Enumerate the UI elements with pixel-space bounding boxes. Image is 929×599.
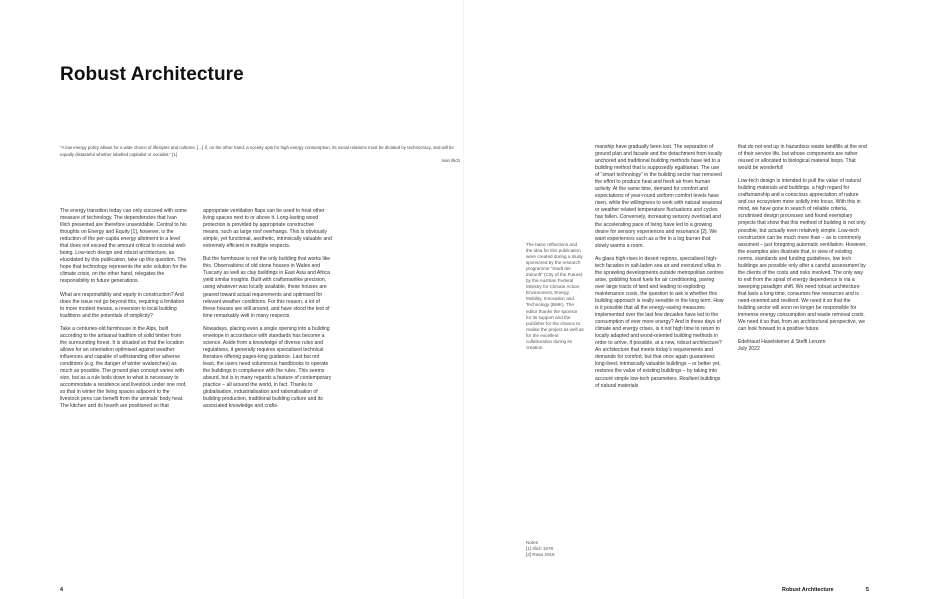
paragraph: appropriate ventilation flaps can be used to heat other living spaces next to or above it. Long-lasting wood protection is provided by appropriate constructive means, such as large roof overhangs. This is obviously simple, yet functional, aesthetic, intrinsically valuable and extremely efficient in multiple respects. — [203, 208, 332, 250]
paragraph: Nowadays, placing even a single opening into a building envelope in accordance with standards has become a science. Aside from a knowledge of diverse rules and regulations, it generally requires specialised technical literature offering pages-long guidance. Last but not least, the users need voluminous handbooks to operate the buildings in compliance with the rules. This seems absurd, but is in many regards a feature of contemporary practice – all around the world, in fact. Thanks to globalisation, industrialisation and rationalisation of building production, traditional building culture and its associated knowledge and crafts- — [203, 325, 332, 410]
quote-text: “A low energy policy allows for a wide choice of lifestyles and cultures. [...] If, on the other hand, a society opts for high energy consumption, its social relations must be dictated by technocracy, and will be equally distasteful whether labelled capitalist or socialist.” [1] — [60, 145, 454, 157]
signature-authors: Edeltraud Haselsteiner & Steffi Lenzen — [738, 339, 826, 346]
left-page — [0, 0, 464, 599]
page-number-left: 4 — [60, 587, 63, 593]
paragraph: Take a centuries-old farmhouse in the Alps, built according to the artisanal tradition of solid timber from the surrounding forest. It is situated so that the location allows for an orientation optimised against weather influences and capable of withstanding other adverse conditions (e.g. the danger of winter avalanches) as much as possible. The ground plan concept varies with size, but as a rule boils down to what is necessary to accommodate a residence and livestock under one roof, so that in winter the living spaces adjacent to the livestock pens can benefit from the animals’ body heat. The kitchen and its hearth are positioned so that — [60, 325, 187, 410]
page-number-right: 5 — [866, 587, 869, 593]
text-column-1 — [60, 208, 188, 416]
paragraph: that do not end up in hazardous waste landfills at the end of their service life, but whose components are rather reused or allocated to biological material loops. That would be wonderful! — [738, 144, 867, 172]
text-column-2 — [203, 208, 332, 416]
notes-heading: Notes — [526, 540, 539, 545]
page-title: Robust Architecture — [60, 64, 244, 85]
running-head: Robust Architecture — [782, 587, 834, 593]
note-item: [1] Illich 1978 — [526, 546, 554, 552]
paragraph: As glass high-rises in desert regions, specialised high-tech facades in salt-laden sea air and oversized villas in the sprawling developments outside metropolitan centres arise, gobbling fossil fuels for air conditioning, paving over large tracts of land and leading to exploding maintenance costs, the question to ask is whether this building approach is really sensible in the long term. How is it possible that all the energy-saving measures implemented over the last few decades have led to the consumption of ever more energy? And in these days of climate and energy crises, is it not high time to return to locally adapted and wood-oriented building methods in order to arrive, if possible, at a new, robust architecture? An architecture that meets today’s requirements and demands for comfort, but that once again guarantees long-lived, intrinsically valuable buildings – or better yet, restores the value of existing buildings – by taking into account simple low-tech parameters. Resilient buildings of natural materials — [595, 255, 724, 389]
notes-block — [526, 540, 584, 558]
text-column-4 — [738, 144, 868, 353]
epigraph-quote — [60, 145, 460, 165]
paragraph: But the farmhouse is not the only building that works like this. Observations of old stone houses in Wales and Tuscany as well as clay buildings in East Asia and Africa yield similar insights. Built with craftsmanlike precision, using whatever was locally available, these houses are geared toward actual requirements and optimised for relevant weather conditions. For this reason, a lot of these houses are still around, and have stood the test of time remarkably well in many respects. — [203, 256, 331, 319]
signature-date: July 2022 — [738, 346, 760, 353]
paragraph: The energy transition today can only succeed with some measure of technology. The dependencies that Ivan Illich presented are therefore unavoidable. Central to his thoughts on Energy and Equity [1], however, is the reduction of the per-capita energy allotment to a level that does not exceed the amount critical to societal well-being. Low-tech design and robust architecture, as elucidated by this publication, take up this question. The hope that technology represents the sole solution for the climate crisis, on the other hand, relegates the responsibility to future generations. — [60, 208, 187, 285]
acknowledgement-sidenote: The basic reflections and the idea for this publication were created during a study sponsored by the research programme “Stadt der Zukunft” (City of the Future) by the Austrian Federal Ministry for Climate Action, Environment, Energy, Mobility, Innovation and Technology (BMK). The editor thanks the sponsor for its support and the publisher for the chance to realise the project as well as for the excellent collaboration during its creation. — [526, 242, 584, 350]
paragraph: Low-tech design is intended to pull the value of natural building materials and buildings, a high regard for craftsmanship and a conscious appreciation of nature and our ecosystem more solidly into focus. With this in mind, we have gone in search of reliable criteria, scrutinised design processes and found exemplary projects that show that this method of building is not only possible, but actually even relatively simple. Low-tech construction can be much more than – as is commonly assumed – just foregoing automatic ventilation. However, the examples also illustrate that, in view of existing norms, standards and funding guidelines, low tech buildings are possible only after a careful assessment by the clients of the costs and risks involved. The only way to exit from the spiral of energy dependence is via a sweeping paradigm shift. We need robust architecture that lasts a long time, consumes few resources and is need-oriented and resilient. We need it so that the building sector will soon no longer be responsible for immense energy consumption and waste removal costs. We need it so that, from an architectural perspective, we can look forward to a positive future. — [738, 178, 867, 333]
quote-source: Ivan Illich — [441, 158, 460, 164]
text-column-3 — [595, 144, 724, 396]
paragraph: manship have gradually been lost. The separation of ground plan and facade and the detachment from locally anchored and traditional building methods have led to a building method that is supposedly egalitarian. The use of “smart technology” in the building sector has removed the effort to produce heat and fresh air from human activity. At the same time, demand for comfort and expectations of year-round uniform comfort levels have risen, while the willingness to work with natural seasonal or weather related temperature fluctuations and cycles has fallen. Conversely, increasing sensory overload and the accelerating pace of living have led to a growing desire for sensory experiences and resonance [2]. We want experiences such as a fire in a log burner that slowly warms a room. — [595, 144, 723, 249]
paragraph: What are responsibility and equity in construction? And does the issue not go beyond this, requiring a limitation to more modest means, a reversion to local building traditions and the potentials of simplicity? — [60, 291, 185, 319]
signature-block — [738, 339, 868, 353]
note-item: [2] Rosa 2016 — [526, 552, 555, 558]
